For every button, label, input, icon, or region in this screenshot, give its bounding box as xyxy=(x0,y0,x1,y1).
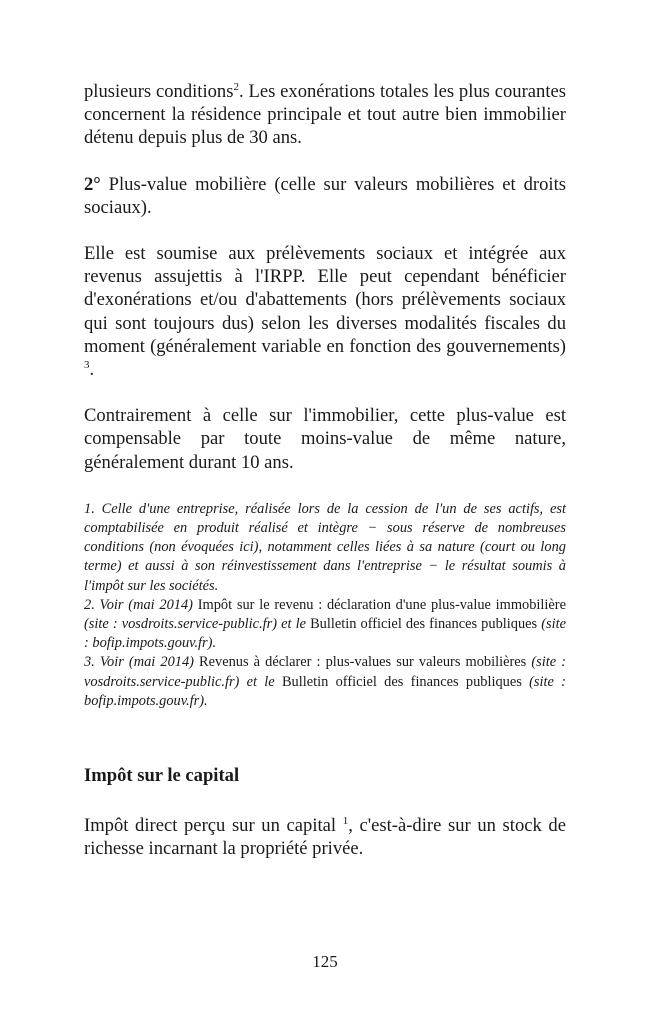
footnote-2-bulletin: Bulletin officiel des finances publiques xyxy=(306,616,542,633)
footnote-2-lead: 2. Voir (mai 2014) xyxy=(84,596,193,613)
paragraph-1 xyxy=(84,80,566,150)
paragraph-5-text-cont: , c'est-à-dire sur un stock de richesse incarnant la propriété privée. xyxy=(84,815,566,860)
paragraph-5-text: Impôt direct perçu sur un capital xyxy=(84,815,337,836)
section-heading: Impôt sur le capital xyxy=(84,765,240,786)
paragraph-1-text: plusieurs conditions xyxy=(84,81,234,102)
footnote-3-title: Revenus à déclarer : plus-values sur valeurs mobilières xyxy=(193,654,532,671)
page-number: 125 xyxy=(312,952,338,971)
footnote-3-lead: 3. Voir (mai 2014) xyxy=(84,654,194,671)
footnote-1 xyxy=(84,500,566,596)
footnote-2-site: (site : vosdroits.service-public.fr) et le xyxy=(84,616,306,633)
footnote-1-text: 1. Celle d'une entreprise, réalisée lors de la cession de l'un de ses actifs, est comptabilisée en produit réalisé et intègre − sous réserve de nombreuses conditions (non évoquées ici), notamment celles liées à sa nature (court ou long terme) et aussi à son réinvestissement dans l'entreprise − le résultat soumis à l'impôt sur les sociétés. xyxy=(84,500,566,594)
footnote-ref-2: 2 xyxy=(233,80,239,93)
footnote-2 xyxy=(84,596,566,654)
paragraph-3 xyxy=(84,242,566,381)
paragraph-1-text-cont: . Les exonérations totales les plus courantes concernent la résidence principale et tout autre bien immobilier détenu depuis plus de 30 ans. xyxy=(84,81,566,149)
item-number: 2° xyxy=(84,173,101,195)
paragraph-3-text: Elle est soumise aux prélèvements sociaux et intégrée aux revenus assujettis à l'IRPP. Elle peut cependant bénéficier d'exonérations et/ou d'abattements (hors prélèvements sociaux qui sont toujours dus) selon les diverses modalités fiscales du moment (généralement variable en fonction des gouvernements) xyxy=(84,243,566,357)
main-text xyxy=(84,80,566,711)
footnote-3-bulletin: Bulletin officiel des finances publiques xyxy=(274,673,530,690)
paragraph-3-end: . xyxy=(89,359,95,381)
paragraph-2-text: Plus-value mobilière (celle sur valeurs mobilières et droits sociaux). xyxy=(84,173,566,218)
footnote-ref-3: 3 xyxy=(84,358,90,371)
paragraph-4: Contrairement à celle sur l'immobilier, cette plus-value est compensable par toute moins-value de même nature, généralement durant 10 ans. xyxy=(84,405,566,473)
footnote-3-site: (site : vosdroits.service-public.fr) et le xyxy=(84,654,567,690)
footnote-2-site-2: (site : bofip.impots.gouv.fr). xyxy=(84,616,566,652)
footnote-3-site-2: (site : bofip.impots.gouv.fr). xyxy=(84,673,566,709)
footnote-3 xyxy=(84,653,566,711)
footnotes xyxy=(84,500,566,711)
section-body xyxy=(84,814,566,860)
footnote-2-title: Impôt sur le revenu : déclaration d'une plus-value immobilière xyxy=(192,596,566,613)
paragraph-5 xyxy=(84,814,566,860)
footnote-ref-1: 1 xyxy=(342,814,349,827)
paragraph-2 xyxy=(84,173,566,219)
